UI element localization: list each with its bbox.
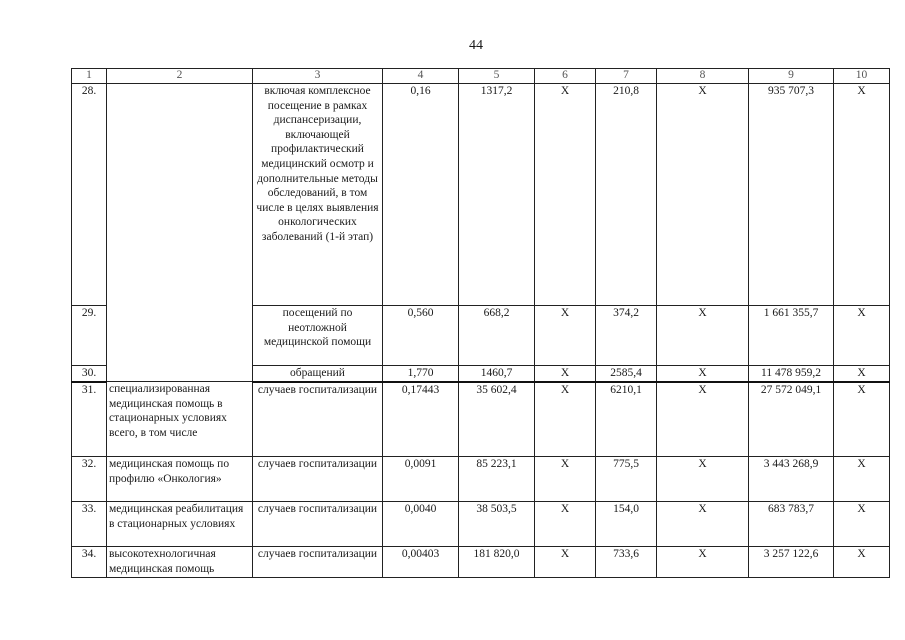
column-header: 9 — [749, 69, 834, 84]
column-number-row — [72, 69, 890, 84]
value-cell: Х — [535, 502, 596, 547]
column-header: 7 — [596, 69, 657, 84]
value-cell: Х — [657, 306, 749, 366]
row-number: 31. — [72, 382, 107, 457]
value-cell: Х — [657, 502, 749, 547]
value-cell: 154,0 — [596, 502, 657, 547]
column-header: 5 — [459, 69, 535, 84]
column-header: 10 — [834, 69, 890, 84]
column-header: 4 — [383, 69, 459, 84]
row-number: 30. — [72, 366, 107, 382]
value-cell: Х — [834, 306, 890, 366]
value-cell: Х — [657, 547, 749, 578]
value-cell: Х — [535, 306, 596, 366]
value-cell: 0,17443 — [383, 382, 459, 457]
value-cell: Х — [834, 366, 890, 382]
value-cell: 1317,2 — [459, 84, 535, 306]
value-cell: 775,5 — [596, 457, 657, 502]
column-header: 3 — [253, 69, 383, 84]
value-cell: 3 257 122,6 — [749, 547, 834, 578]
value-cell: Х — [834, 502, 890, 547]
value-cell: Х — [535, 84, 596, 306]
value-cell: 210,8 — [596, 84, 657, 306]
value-cell: 1,770 — [383, 366, 459, 382]
unit-cell: включая комплексное посещение в рамках диспансеризации, включающей профилактический медицинский осмотр и дополнительные методы обследований, в том числе в целях выявления онкологических заболеваний (1-й этап) — [253, 84, 383, 306]
value-cell: 0,560 — [383, 306, 459, 366]
row-number: 28. — [72, 84, 107, 306]
value-cell: Х — [535, 547, 596, 578]
unit-cell: случаев госпитализации — [253, 547, 383, 578]
column-header: 1 — [72, 69, 107, 84]
row-label: медицинская помощь по профилю «Онкология» — [107, 457, 253, 502]
value-cell: 27 572 049,1 — [749, 382, 834, 457]
value-cell: 11 478 959,2 — [749, 366, 834, 382]
unit-cell: случаев госпитализации — [253, 382, 383, 457]
table-row — [72, 382, 890, 457]
value-cell: 2585,4 — [596, 366, 657, 382]
value-cell: 1 661 355,7 — [749, 306, 834, 366]
value-cell: Х — [834, 457, 890, 502]
data-table — [71, 68, 890, 578]
row-label-merged — [107, 84, 253, 382]
value-cell: 683 783,7 — [749, 502, 834, 547]
row-label: высокотехнологичная медицинская помощь — [107, 547, 253, 578]
value-cell: 0,16 — [383, 84, 459, 306]
row-label: медицинская реабилитация в стационарных условиях — [107, 502, 253, 547]
table-row — [72, 457, 890, 502]
unit-cell: случаев госпитализации — [253, 502, 383, 547]
value-cell: 0,00403 — [383, 547, 459, 578]
value-cell: Х — [657, 382, 749, 457]
unit-cell: случаев госпитализации — [253, 457, 383, 502]
unit-cell: обращений — [253, 366, 383, 382]
row-number: 34. — [72, 547, 107, 578]
value-cell: 935 707,3 — [749, 84, 834, 306]
value-cell: 668,2 — [459, 306, 535, 366]
row-label: специализированная медицинская помощь в стационарных условиях всего, в том числе — [107, 382, 253, 457]
value-cell: Х — [535, 382, 596, 457]
value-cell: Х — [657, 84, 749, 306]
value-cell: 181 820,0 — [459, 547, 535, 578]
row-number: 33. — [72, 502, 107, 547]
column-header: 2 — [107, 69, 253, 84]
value-cell: Х — [834, 382, 890, 457]
row-number: 32. — [72, 457, 107, 502]
value-cell: 35 602,4 — [459, 382, 535, 457]
table-row — [72, 502, 890, 547]
value-cell: 733,6 — [596, 547, 657, 578]
value-cell: 85 223,1 — [459, 457, 535, 502]
unit-cell: посещений по неотложной медицинской помощи — [253, 306, 383, 366]
value-cell: 3 443 268,9 — [749, 457, 834, 502]
value-cell: Х — [834, 547, 890, 578]
value-cell: 0,0040 — [383, 502, 459, 547]
value-cell: Х — [535, 457, 596, 502]
column-header: 6 — [535, 69, 596, 84]
value-cell: 6210,1 — [596, 382, 657, 457]
value-cell: Х — [834, 84, 890, 306]
page-number: 44 — [469, 38, 483, 53]
column-header: 8 — [657, 69, 749, 84]
value-cell: Х — [657, 457, 749, 502]
value-cell: 38 503,5 — [459, 502, 535, 547]
value-cell: 1460,7 — [459, 366, 535, 382]
row-number: 29. — [72, 306, 107, 366]
value-cell: 0,0091 — [383, 457, 459, 502]
table-row — [72, 84, 890, 306]
table-row — [72, 547, 890, 578]
value-cell: Х — [535, 366, 596, 382]
value-cell: Х — [657, 366, 749, 382]
value-cell: 374,2 — [596, 306, 657, 366]
